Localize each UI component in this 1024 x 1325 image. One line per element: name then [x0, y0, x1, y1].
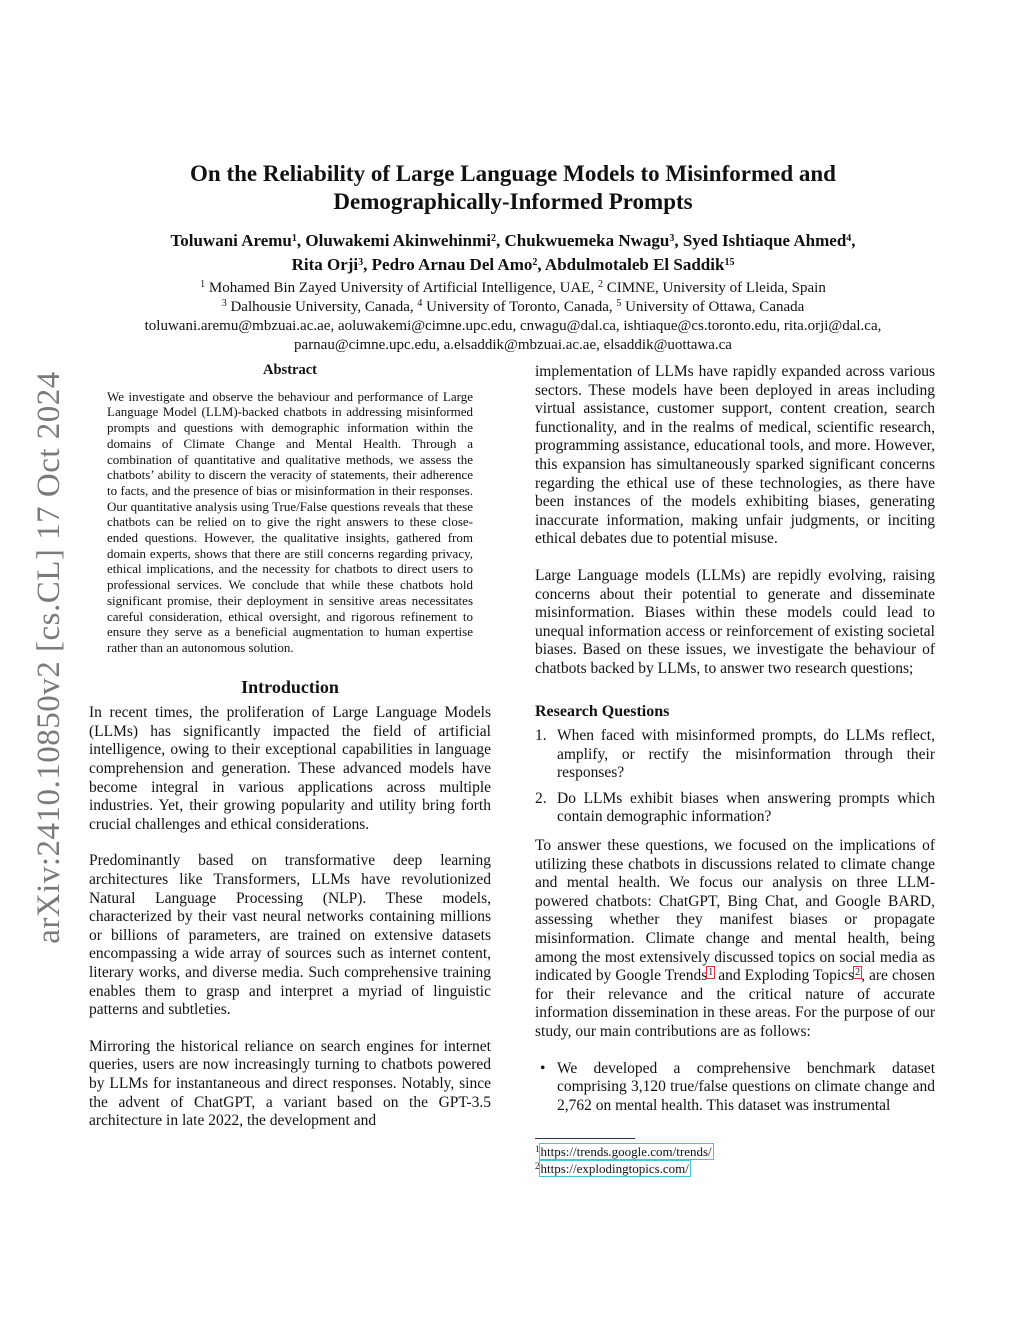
author-separator: , [296, 231, 306, 250]
affiliation-mark: 5 [616, 298, 622, 309]
author-affiliation-mark: 4 [846, 233, 852, 244]
affiliation-mark: 1 [200, 279, 206, 290]
affiliation-line-1 [96, 279, 930, 298]
affiliation-line-2 [96, 298, 930, 317]
arxiv-stamp-text: arXiv:2410.10850v2 [cs.CL] 17 Oct 2024 [31, 371, 67, 944]
list-number: 2. [535, 789, 547, 807]
title-line-2: Demographically-Informed Prompts [333, 189, 693, 214]
arxiv-identifier-stamp [22, 360, 77, 955]
title-line-1: On the Reliability of Large Language Models to Misinformed and [190, 161, 836, 186]
contribution-text: We developed a comprehensive benchmark dataset comprising 3,120 true/false questions on climate change and 2,762 on mental health. This dataset was instrumental [557, 1059, 935, 1114]
author-name: Toluwani Aremu [170, 231, 292, 250]
introduction-paragraph: implementation of LLMs have rapidly expanded across various sectors. These models have been deployed in areas including virtual assistance, customer support, content creation, search functionality, and in the realms of medical, scientific research, programming assistance, educational tools, and more. However, this expansion has simultaneously sparked significant concerns regarding the ethical use of these technologies, as there have been instances of the models exhibiting biases, generating inaccurate information, making unfair judgments, or inciting ethical debates due to potential misuse. [535, 363, 935, 548]
body-text: To answer these questions, we focused on the implications of utilizing these chatbots in discussions related to climate change and mental health. We focus our analysis on three LLM-powered chatbots: ChatGPT, Bing Chat, and Google BARD, assessing whether they manifest biases or propagate misinformation. Climate change and mental health, being among the most extensively discussed topics on social media as indicated by Google Trends [535, 837, 935, 985]
author-name: Chukwuemeka Nwagu [504, 231, 670, 250]
author-emails-line-2: parnau@cimne.upc.edu, a.elsaddik@mbzuai.ac.ae, elsaddik@uottawa.ca [294, 337, 732, 353]
footnote-divider [535, 1138, 635, 1139]
introduction-paragraph: Predominantly based on transformative deep learning architectures like Transformers, LLMs have revolutionized Natural Language Processing (NLP). These models, characterized by their vast neural networks containing millions or billions of parameters, are trained on extensive datasets encompassing a wide array of sources such as internet content, literary works, and diverse media. Such comprehensive training enables them to grasp and interpret a myriad of linguistic patterns and subtleties. [89, 852, 491, 1019]
left-column [89, 363, 491, 1149]
author-name: Syed Ishtiaque Ahmed [682, 231, 847, 250]
footnote [535, 1143, 935, 1160]
author-name: Rita Orji [291, 255, 359, 274]
author-affiliation-mark: 3 [669, 233, 675, 244]
right-column [535, 363, 935, 1115]
affiliation-text: University of Ottawa, Canada [621, 299, 805, 315]
footnote-link[interactable]: https://trends.google.com/trends/ [540, 1144, 712, 1159]
paper-header [96, 160, 930, 355]
footnote-number: 1 [535, 1144, 540, 1154]
affiliation-text: Mohamed Bin Zayed University of Artificial Intelligence, UAE, [205, 280, 598, 296]
list-item [535, 1060, 935, 1116]
author-separator: , [674, 231, 683, 250]
introduction-paragraph: In recent times, the proliferation of Large Language Models (LLMs) has significantly impacted the field of artificial intelligence, owing to their exceptional capabilities in language comprehension and generation. These advanced models have become integral in various applications across multiple industries. Yet, their growing popularity and utility bring forth crucial challenges and ethical considerations. [89, 704, 491, 833]
author-separator: , [537, 255, 545, 274]
author-list [96, 229, 930, 277]
author-name: Oluwakemi Akinwehinmi [305, 231, 491, 250]
author-affiliation-mark: 15 [724, 257, 735, 268]
author-affiliation-mark: 2 [491, 233, 496, 244]
research-question-text: When faced with misinformed prompts, do LLMs reflect, amplify, or rectify the misinformation through their responses? [557, 727, 935, 782]
affiliation-text: CIMNE, University of Lleida, Spain [602, 280, 826, 296]
author-separator: , [496, 231, 505, 250]
affiliation-text: University of Toronto, Canada, [422, 299, 617, 315]
footnotes [535, 1138, 935, 1177]
author-affiliation-mark: 3 [358, 257, 364, 268]
footnote-ref-link[interactable]: 1 [708, 967, 714, 979]
bullet-marker: • [540, 1059, 546, 1077]
research-questions-list [535, 727, 935, 827]
footnote-link[interactable]: https://explodingtopics.com/ [540, 1161, 689, 1176]
affiliation-mark: 4 [417, 298, 423, 309]
footnote-number: 2 [535, 1161, 540, 1171]
introduction-paragraph: Mirroring the historical reliance on search engines for internet queries, users are now increasingly turning to chatbots powered by LLMs for instantaneous and direct responses. Notably, since the advent of ChatGPT, a variant based on the GPT-3.5 architecture in late 2022, the development and [89, 1037, 491, 1130]
footnote [535, 1160, 935, 1177]
author-name: Pedro Arnau Del Amo [371, 255, 533, 274]
abstract-text: We investigate and observe the behaviour and performance of Large Language Model (LLM)-backed chatbots in addressing misinformed prompts and questions with demographic information within the domains of Climate Change and Mental Health. Through a combination of quantitative and qualitative methods, we assess the chatbots’ ability to discern the veracity of statements, their adherence to facts, and the presence of bias or misinformation in their responses. Our quantitative analysis using True/False questions reveals that these chatbots can be relied on to give the right answers to these close-ended questions. However, the qualitative insights, gathered from domain experts, shows that there are still concerns regarding privacy, ethical implications, and the necessity for chatbots to direct users to professional services. We conclude that while these chatbots hold significant promise, their deployment in sensitive areas necessitates careful consideration, ethical oversight, and rigorous refinement to ensure they serve as a beneficial augmentation to human expertise rather than an autonomous solution. [107, 388, 473, 655]
body-paragraph [535, 837, 935, 1042]
affiliation-mark: 3 [221, 298, 227, 309]
footnote-ref-link[interactable]: 2 [855, 967, 861, 979]
contributions-list [535, 1060, 935, 1116]
list-number: 1. [535, 727, 547, 745]
list-item [535, 790, 935, 827]
affiliation-text: Dalhousie University, Canada, [226, 299, 418, 315]
abstract-section [107, 363, 473, 656]
research-questions-heading: Research Questions [535, 702, 670, 720]
author-name: Abdulmotaleb El Saddik [544, 255, 725, 274]
paper-title [96, 160, 930, 216]
body-text: , are chosen for their relevance and the critical nature of accurate information dissemination in these areas. For the purpose of our study, our main contributions are as follows: [535, 967, 935, 1040]
affiliation-mark: 2 [597, 279, 603, 290]
author-affiliation-mark: 2 [532, 257, 538, 268]
author-emails-line-1: toluwani.aremu@mbzuai.ac.ae, aoluwakemi@cimne.upc.edu, cnwagu@dal.ca, ishtiaque@cs.toronto.edu, rita.orji@dal.ca, [144, 318, 882, 334]
body-text: and Exploding Topics [714, 967, 855, 985]
research-question-text: Do LLMs exhibit biases when answering prompts which contain demographic information? [557, 789, 935, 826]
introduction-paragraph: Large Language models (LLMs) are repidly evolving, raising concerns about their potential to generate and disseminate misinformation. Biases within these models could lead to unequal information access or reinforcement of existing societal biases. Based on these issues, we investigate the behaviour of chatbots backed by LLMs, to answer two research questions; [535, 566, 935, 677]
author-affiliation-mark: 1 [291, 233, 297, 244]
list-item [535, 727, 935, 783]
abstract-heading: Abstract [263, 362, 317, 378]
author-separator: , [363, 255, 372, 274]
author-separator: , [851, 231, 856, 250]
introduction-heading: Introduction [241, 676, 339, 697]
